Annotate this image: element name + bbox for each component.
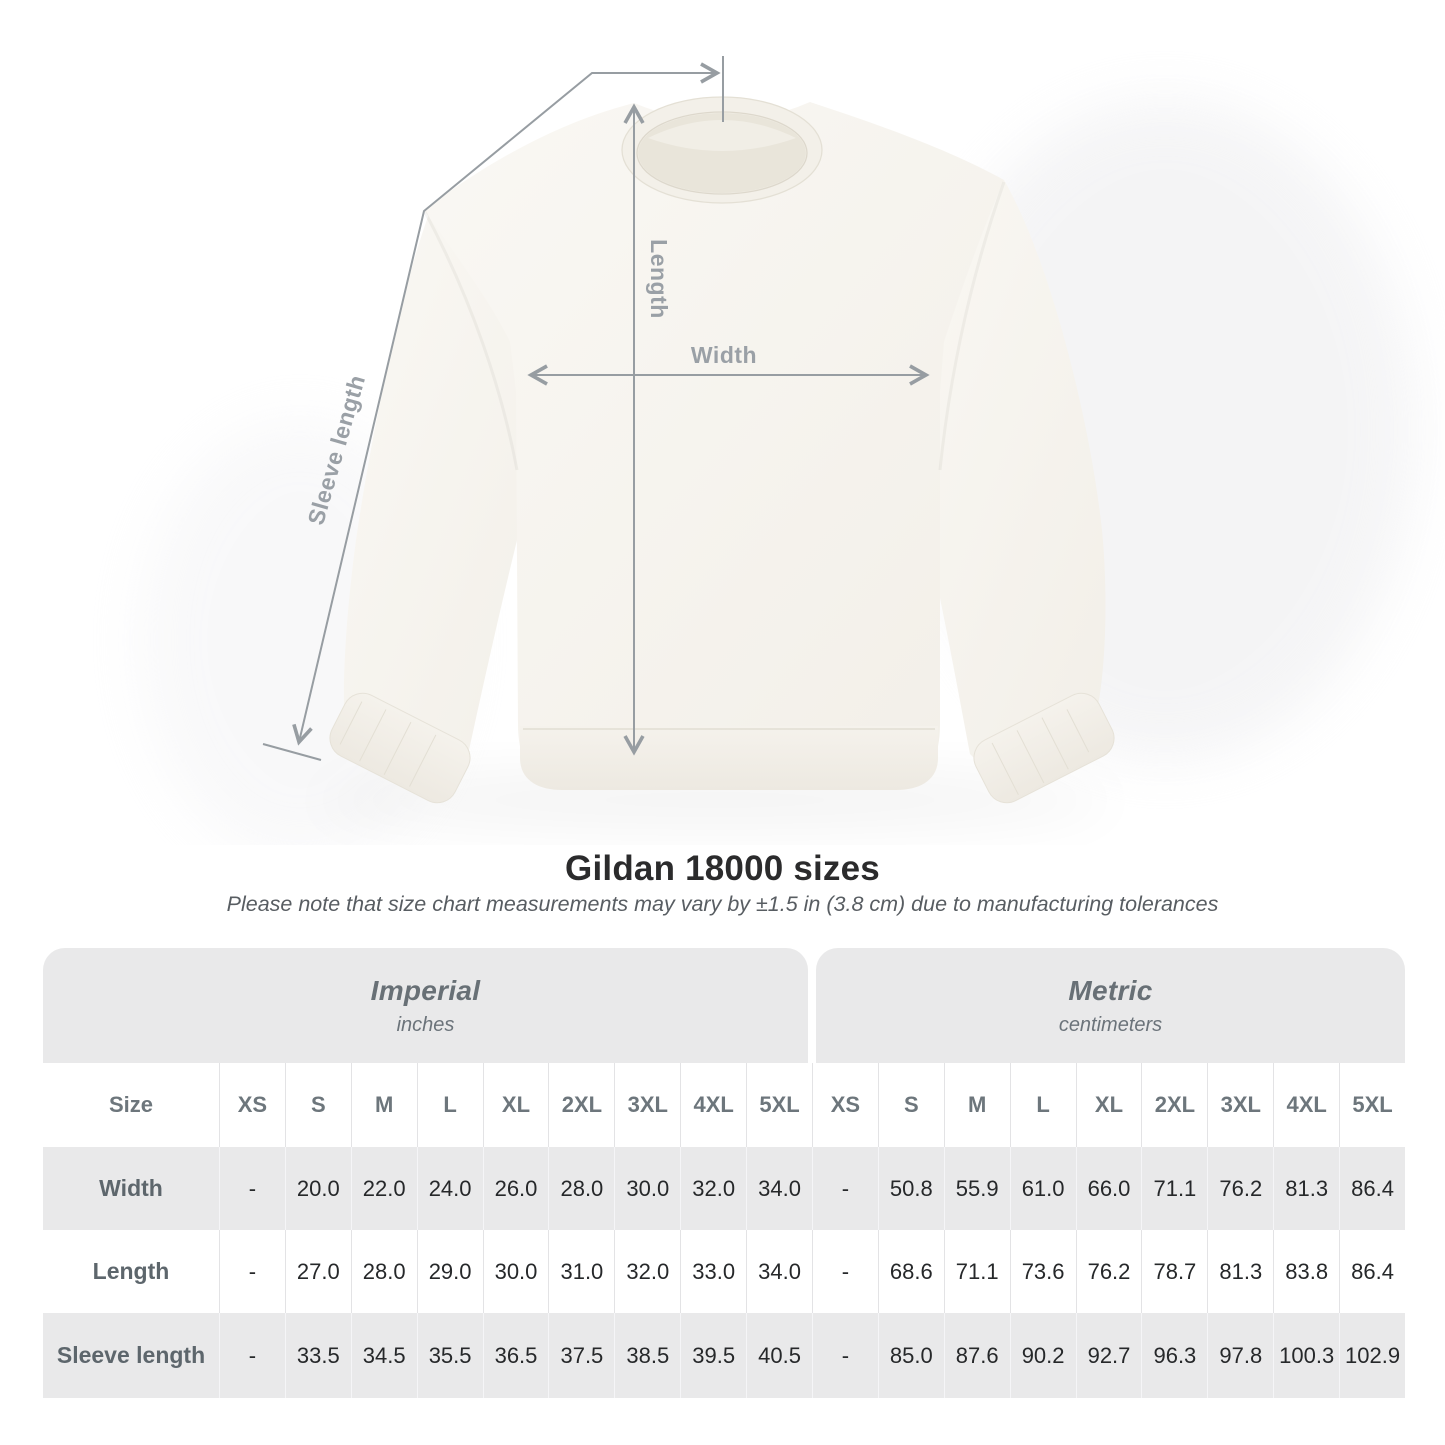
cell-sleeve-length-imperial-xl: 36.5	[483, 1313, 549, 1398]
col-header-imperial-m: M	[351, 1063, 417, 1147]
col-header-metric-3xl: 3XL	[1207, 1063, 1273, 1147]
cell-length-imperial-m: 28.0	[351, 1230, 417, 1313]
cell-length-imperial-3xl: 32.0	[614, 1230, 680, 1313]
cell-width-imperial-s: 20.0	[285, 1147, 351, 1230]
size-header-row	[43, 1063, 1405, 1147]
unit-group-row	[43, 948, 1405, 1063]
cell-sleeve-length-metric-3xl: 97.8	[1207, 1313, 1273, 1398]
cell-sleeve-length-imperial-s: 33.5	[285, 1313, 351, 1398]
cell-width-imperial-l: 24.0	[417, 1147, 483, 1230]
cell-length-imperial-5xl: 34.0	[746, 1230, 812, 1313]
col-header-imperial-xl: XL	[483, 1063, 549, 1147]
cell-width-metric-2xl: 71.1	[1141, 1147, 1207, 1230]
cell-sleeve-length-metric-s: 85.0	[878, 1313, 944, 1398]
col-header-metric-xs: XS	[812, 1063, 878, 1147]
sweatshirt-graphic	[323, 97, 1121, 810]
row-label-sleeve-length: Sleeve length	[56, 1342, 206, 1368]
col-header-metric-5xl: 5XL	[1339, 1063, 1405, 1147]
col-header-imperial-3xl: 3XL	[614, 1063, 680, 1147]
table-row-length	[43, 1230, 1405, 1313]
size-column-header: Size	[108, 1092, 154, 1117]
cell-length-metric-5xl: 86.4	[1339, 1230, 1405, 1313]
cell-sleeve-length-metric-4xl: 100.3	[1273, 1313, 1339, 1398]
cell-length-metric-s: 68.6	[878, 1230, 944, 1313]
cell-length-imperial-l: 29.0	[417, 1230, 483, 1313]
cell-sleeve-length-imperial-3xl: 38.5	[614, 1313, 680, 1398]
col-header-imperial-4xl: 4XL	[680, 1063, 746, 1147]
cell-length-metric-2xl: 78.7	[1141, 1230, 1207, 1313]
cell-sleeve-length-imperial-xs: -	[219, 1313, 285, 1398]
cell-width-imperial-5xl: 34.0	[746, 1147, 812, 1230]
table-row-width	[43, 1147, 1405, 1230]
cell-length-metric-3xl: 81.3	[1207, 1230, 1273, 1313]
page-title: Gildan 18000 sizes	[565, 849, 880, 888]
cell-sleeve-length-metric-xs: -	[812, 1313, 878, 1398]
col-header-imperial-l: L	[417, 1063, 483, 1147]
cell-width-metric-xs: -	[812, 1147, 878, 1230]
cell-width-imperial-4xl: 32.0	[680, 1147, 746, 1230]
cell-sleeve-length-metric-5xl: 102.9	[1339, 1313, 1405, 1398]
cell-length-metric-xl: 76.2	[1076, 1230, 1142, 1313]
col-header-metric-s: S	[878, 1063, 944, 1147]
cell-sleeve-length-imperial-4xl: 39.5	[680, 1313, 746, 1398]
cell-sleeve-length-imperial-5xl: 40.5	[746, 1313, 812, 1398]
tolerance-note: Please note that size chart measurements may vary by ±1.5 in (3.8 cm) due to manufacturing tolerances	[226, 892, 1219, 916]
row-label-length: Length	[92, 1258, 170, 1284]
cell-width-imperial-xs: -	[219, 1147, 285, 1230]
col-header-metric-2xl: 2XL	[1141, 1063, 1207, 1147]
size-table-body	[43, 1147, 1405, 1398]
cell-width-metric-s: 50.8	[878, 1147, 944, 1230]
cell-length-imperial-xs: -	[219, 1230, 285, 1313]
col-header-metric-l: L	[1010, 1063, 1076, 1147]
col-header-imperial-xs: XS	[219, 1063, 285, 1147]
col-header-metric-m: M	[944, 1063, 1010, 1147]
cell-width-imperial-3xl: 30.0	[614, 1147, 680, 1230]
cell-length-metric-l: 73.6	[1010, 1230, 1076, 1313]
cell-sleeve-length-metric-xl: 92.7	[1076, 1313, 1142, 1398]
cell-width-metric-3xl: 76.2	[1207, 1147, 1273, 1230]
hem-band	[520, 726, 938, 790]
col-header-metric-4xl: 4XL	[1273, 1063, 1339, 1147]
imperial-group-title: Imperial	[370, 974, 481, 1006]
sleeve-length-measure-label: Sleeve length	[302, 371, 371, 528]
metric-group-unit: centimeters	[1058, 1013, 1163, 1036]
col-header-metric-xl: XL	[1076, 1063, 1142, 1147]
cell-sleeve-length-imperial-2xl: 37.5	[548, 1313, 614, 1398]
cell-length-imperial-s: 27.0	[285, 1230, 351, 1313]
cell-sleeve-length-imperial-m: 34.5	[351, 1313, 417, 1398]
size-chart-table	[43, 948, 1405, 1398]
col-header-imperial-5xl: 5XL	[746, 1063, 812, 1147]
cell-width-imperial-xl: 26.0	[483, 1147, 549, 1230]
metric-group-header	[816, 948, 1405, 1063]
cell-width-metric-xl: 66.0	[1076, 1147, 1142, 1230]
row-label-width: Width	[99, 1175, 163, 1201]
col-header-imperial-2xl: 2XL	[548, 1063, 614, 1147]
imperial-group-unit: inches	[396, 1013, 455, 1036]
cell-width-metric-m: 55.9	[944, 1147, 1010, 1230]
cell-length-metric-xs: -	[812, 1230, 878, 1313]
cell-sleeve-length-metric-l: 90.2	[1010, 1313, 1076, 1398]
cell-width-metric-l: 61.0	[1010, 1147, 1076, 1230]
cell-sleeve-length-imperial-l: 35.5	[417, 1313, 483, 1398]
cell-length-imperial-4xl: 33.0	[680, 1230, 746, 1313]
cell-width-metric-5xl: 86.4	[1339, 1147, 1405, 1230]
cell-width-metric-4xl: 81.3	[1273, 1147, 1339, 1230]
cell-length-metric-m: 71.1	[944, 1230, 1010, 1313]
cell-sleeve-length-metric-2xl: 96.3	[1141, 1313, 1207, 1398]
cell-length-imperial-2xl: 31.0	[548, 1230, 614, 1313]
col-header-imperial-s: S	[285, 1063, 351, 1147]
imperial-group-header	[43, 948, 808, 1063]
cell-width-imperial-2xl: 28.0	[548, 1147, 614, 1230]
table-row-sleeve-length	[43, 1313, 1405, 1398]
width-measure-label: Width	[690, 342, 758, 368]
cell-sleeve-length-metric-m: 87.6	[944, 1313, 1010, 1398]
cell-length-metric-4xl: 83.8	[1273, 1230, 1339, 1313]
cell-length-imperial-xl: 30.0	[483, 1230, 549, 1313]
length-measure-label: Length	[646, 239, 672, 319]
cell-width-imperial-m: 22.0	[351, 1147, 417, 1230]
metric-group-title: Metric	[1068, 974, 1153, 1006]
